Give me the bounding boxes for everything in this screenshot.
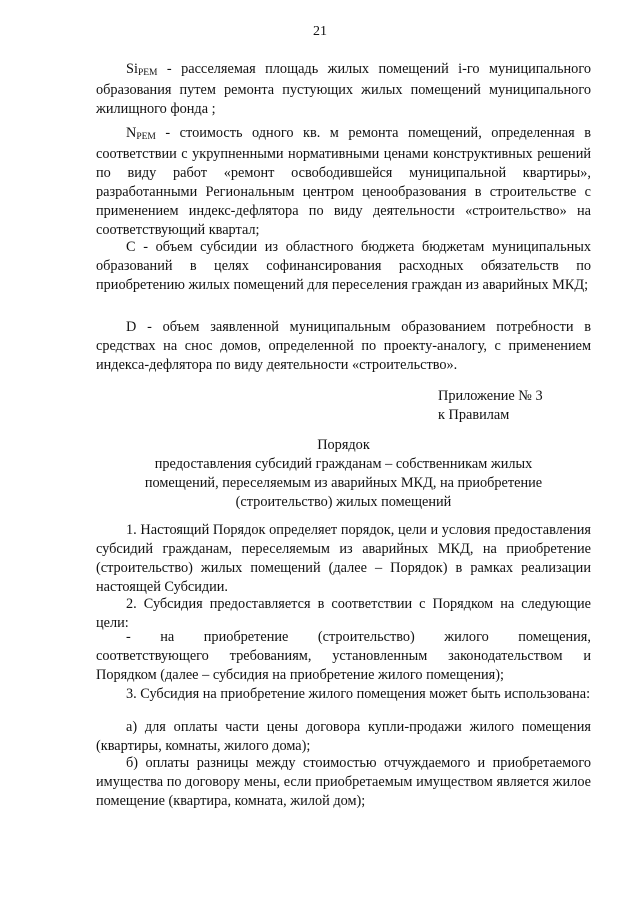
var-si-subscript: РЕМ [137,68,158,78]
var-n: N [126,125,137,141]
var-si: Si [126,61,138,77]
definition-si-text: - расселяемая площадь жилых помещений i-го муниципального образования путем ремонта пустующих жилых помещений муниципального жилищного фонда ; [96,61,591,117]
appendix-label [438,387,543,425]
appendix-line-2: к Правилам [438,407,510,423]
definition-d: D - объем заявленной муниципальным образованием потребности в средствах на снос домов, определенной по проекту-аналогу, с применением индекса-дефлятора по виду деятельности «строительство». [96,319,591,373]
heading-line-3: (строительство) жилых помещений [235,494,452,510]
appendix-line-1: Приложение № 3 [438,388,543,404]
item-3b: б) оплаты разницы между стоимостью отчуждаемого и приобретаемого имущества по договору мены, если приобретаемым имуществом является жилое помещение (квартира, комната, жилой дом); [96,755,591,809]
heading-line-1: предоставления субсидий гражданам – собственникам жилых [154,456,533,472]
item-2: 2. Субсидия предоставляется в соответствии с Порядком на следующие цели: [96,596,591,631]
page-number: 21 [313,24,327,39]
definition-n-rem [96,124,591,240]
definition-c: С - объем субсидии из областного бюджета бюджетам муниципальных образований в целях софинансирования расходных обязательств по приобретению жилых помещений для переселения граждан из аварийных МКД; [96,239,591,293]
var-n-subscript: РЕМ [136,132,156,142]
bullet-line-3: Порядком (далее – субсидия на приобретение жилого помещения); [96,667,504,683]
item-3a: а) для оплаты части цены договора купли-продажи жилого помещения (квартиры, комнаты, жилого дома); [96,719,591,754]
definition-si-rem [96,60,591,119]
bullet-purpose [96,628,591,685]
item-3: 3. Субсидия на приобретение жилого помещения может быть использована: [126,686,591,702]
heading-title: Порядок [317,437,370,453]
definition-n-text: - стоимость одного кв. м ремонта помещений, определенная в соответствии с укрупненными нормативными ценами конструктивных решений по виду работ «ремонт освободившейся муниципальной квартиры», разработанными Региональным центром ценообразования в строительстве с применением индекс-дефлятора по виду деятельности «строительство» на соответствующий квартал; [96,125,591,238]
bullet-line-2: соответствующего требованиям, установленным законодательством и [96,648,591,664]
heading-line-2: помещений, переселяемым из аварийных МКД, на приобретение [144,475,543,491]
section-heading [96,436,591,512]
item-1: 1. Настоящий Порядок определяет порядок, цели и условия предоставления субсидий гражданам, переселяемым из аварийных МКД, на приобретение (строительство) жилых помещений (далее – Порядок) в рамках реализации настоящей Субсидии. [96,522,591,595]
bullet-line-1: - на приобретение (строительство) жилого помещения, [126,629,591,645]
